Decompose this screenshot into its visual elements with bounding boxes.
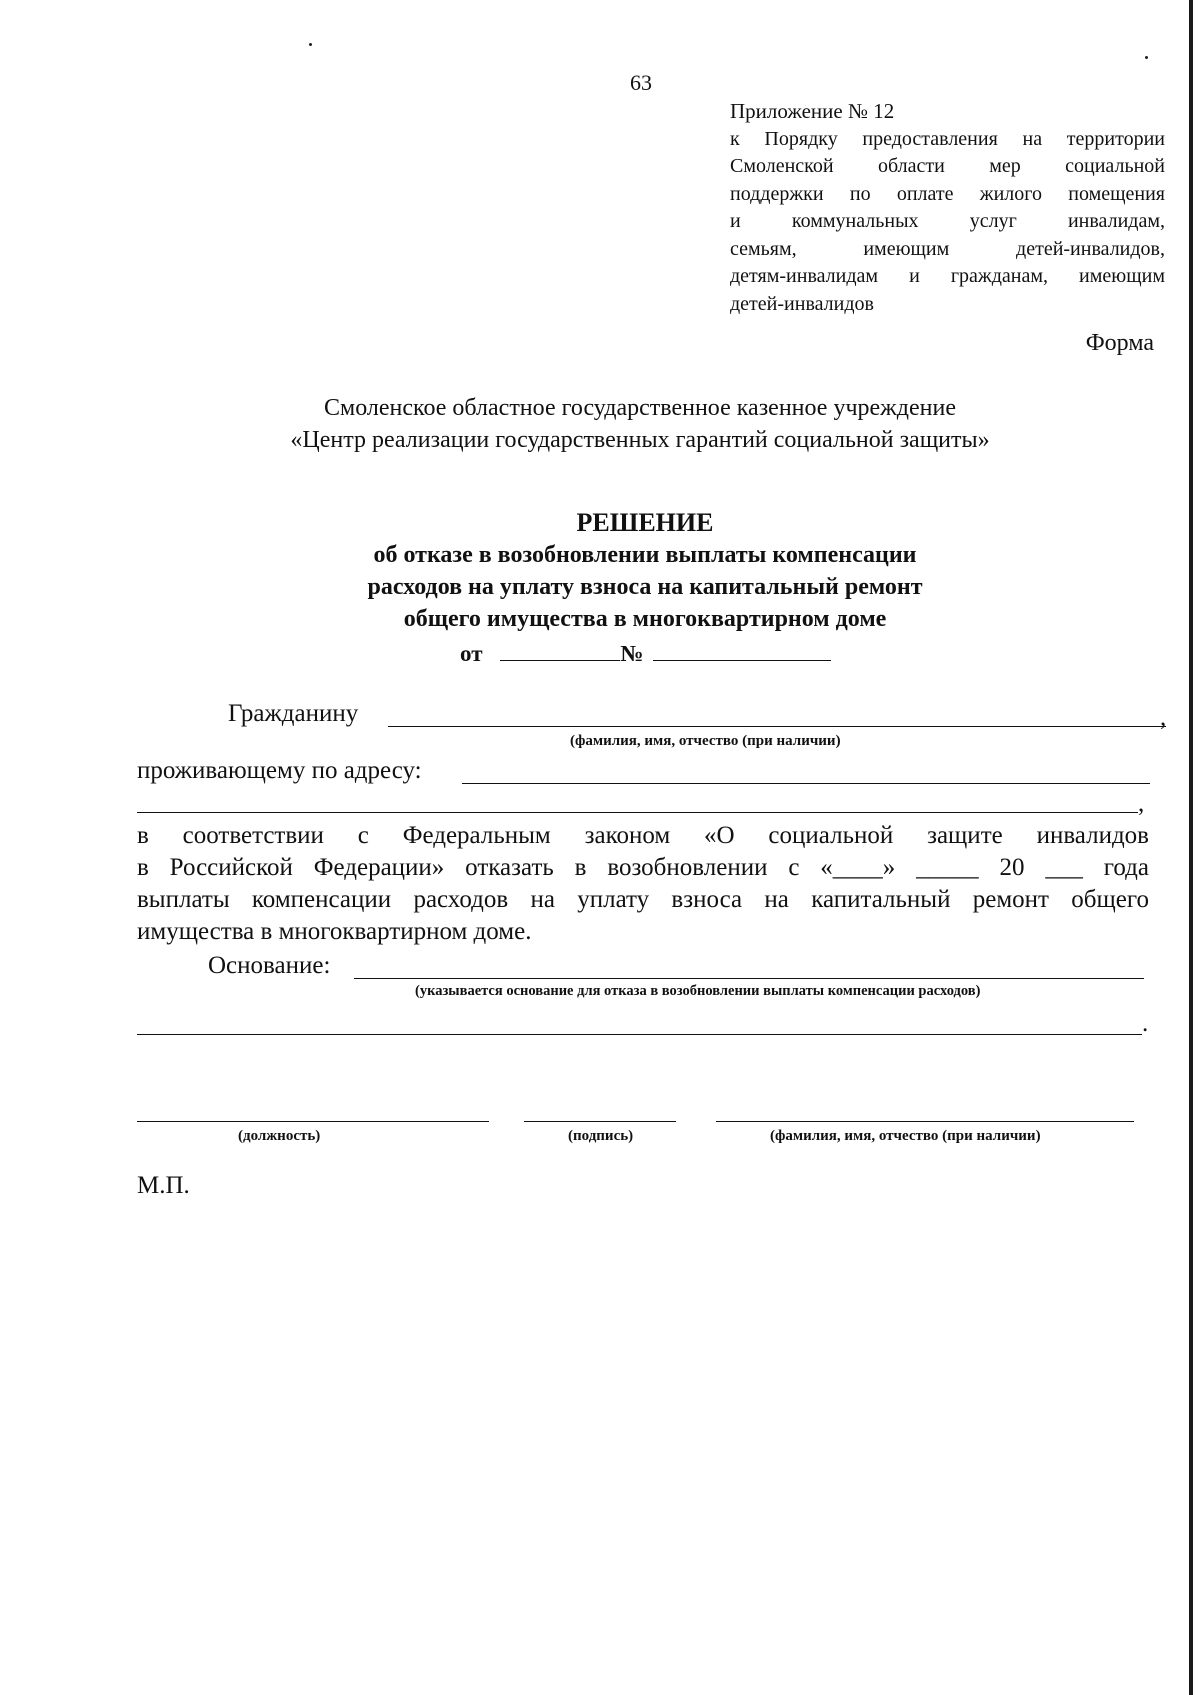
appendix-line: и коммунальных услуг инвалидам, bbox=[730, 210, 1165, 232]
paragraph-line: в соответствии с Федеральным законом «О социальной защите инвалидов bbox=[137, 822, 1149, 849]
full-name-line[interactable] bbox=[716, 1121, 1134, 1122]
appendix-line: детям-инвалидам и гражданам, имеющим bbox=[730, 265, 1165, 287]
number-label: № bbox=[620, 641, 644, 666]
date-number-row bbox=[460, 640, 831, 667]
paragraph-line: в Российской Федерации» отказать в возобновлении с «____» _____ 20 ___ года bbox=[137, 854, 1149, 881]
organization-line: Смоленское областное государственное казенное учреждение bbox=[324, 395, 956, 421]
signature-caption: (подпись) bbox=[568, 1128, 634, 1144]
signature-line[interactable] bbox=[524, 1121, 676, 1122]
decision-paragraph bbox=[137, 820, 1149, 948]
heading-line: об отказе в возобновлении выплаты компенсации bbox=[373, 542, 917, 568]
heading-line: расходов на уплату взноса на капитальный ремонт bbox=[367, 574, 923, 600]
address-line-2[interactable] bbox=[137, 812, 1138, 813]
citizen-caption: (фамилия, имя, отчество (при наличии) bbox=[570, 733, 841, 749]
address-label: проживающему по адресу: bbox=[137, 757, 422, 784]
appendix-line: детей-инвалидов bbox=[730, 292, 874, 315]
appendix-line: поддержки по оплате жилого помещения bbox=[730, 182, 1165, 205]
document-title: РЕШЕНИЕ bbox=[576, 508, 714, 537]
appendix-line: семьям, имеющим детей-инвалидов, bbox=[730, 237, 1165, 260]
paragraph-line: имущества в многоквартирном доме. bbox=[137, 918, 532, 945]
appendix-block bbox=[730, 98, 1165, 318]
organization-name bbox=[0, 392, 1200, 456]
organization-line: «Центр реализации государственных гарантий социальной защиты» bbox=[290, 427, 990, 453]
basis-line-2[interactable] bbox=[137, 1034, 1142, 1035]
basis-caption: (указывается основание для отказа в возобновлении выплаты компенсации расходов) bbox=[415, 983, 981, 999]
form-label: Форма bbox=[1085, 330, 1154, 356]
citizen-name-line[interactable] bbox=[388, 726, 1166, 727]
scan-speck bbox=[1145, 56, 1148, 59]
page-edge bbox=[1189, 0, 1193, 1695]
scan-speck bbox=[309, 43, 312, 46]
basis-period: . bbox=[1142, 1010, 1149, 1037]
full-name-caption: (фамилия, имя, отчество (при наличии) bbox=[770, 1128, 1041, 1144]
paragraph-line: выплаты компенсации расходов на уплату взноса на капитальный ремонт общего bbox=[137, 886, 1149, 913]
number-blank[interactable] bbox=[653, 640, 831, 661]
address-comma: , bbox=[1138, 790, 1145, 817]
page-number: 63 bbox=[630, 70, 652, 95]
address-line[interactable] bbox=[462, 783, 1150, 784]
position-caption: (должность) bbox=[238, 1128, 321, 1144]
document-heading bbox=[0, 507, 1200, 635]
appendix-line: Смоленской области мер социальной bbox=[730, 155, 1165, 177]
basis-line[interactable] bbox=[354, 978, 1144, 979]
position-line[interactable] bbox=[137, 1121, 489, 1122]
appendix-line: к Порядку предоставления на территории bbox=[730, 127, 1165, 150]
basis-label: Основание: bbox=[208, 952, 331, 979]
heading-line: общего имущества в многоквартирном доме bbox=[403, 606, 887, 632]
from-label: от bbox=[460, 641, 483, 666]
date-blank[interactable] bbox=[500, 640, 620, 661]
citizen-label: Гражданину bbox=[228, 700, 359, 727]
stamp-mark: М.П. bbox=[137, 1172, 190, 1199]
appendix-title: Приложение № 12 bbox=[730, 99, 895, 123]
citizen-comma: , bbox=[1160, 704, 1167, 731]
